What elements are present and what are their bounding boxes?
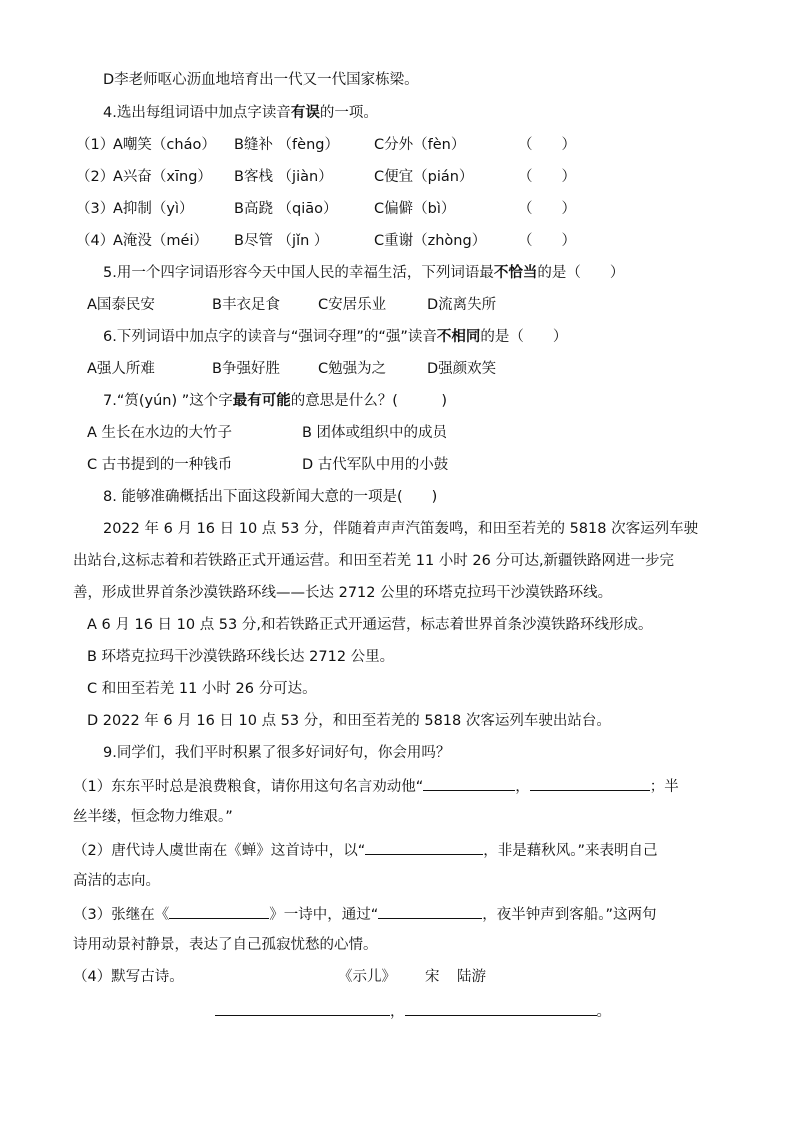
q4-option-a: A淹没（méi）: [113, 233, 208, 249]
poem-dynasty: 宋: [425, 969, 440, 985]
q3-option-d: D李老师呕心沥血地培育出一代又一代国家栋梁。: [103, 72, 419, 88]
q8-stem: 8. 能够准确概括出下面这段新闻大意的一项是( ): [103, 489, 438, 505]
q6-stem: [103, 326, 567, 348]
answer-blank[interactable]: [423, 774, 515, 791]
q4-option-a: A嘲笑（cháo）: [113, 137, 216, 153]
q4-option-c: C偏僻（bì）: [374, 201, 456, 217]
q7-stem-emphasis: 最有可能: [232, 393, 291, 409]
q5-stem-text: 5.用一个四字词语形容今天中国人民的幸福生活，下列词语最: [103, 265, 494, 281]
q4-option-a: A抑制（yì）: [113, 201, 194, 217]
q4-stem-tail: 的一项。: [319, 105, 378, 121]
q9-sub3-tail: ，夜半钟声到客船。”这两句: [482, 907, 657, 923]
answer-blank[interactable]: [405, 999, 597, 1016]
q9-sub1-line: [73, 774, 679, 798]
q4-answer-paren: （ ）: [518, 137, 576, 153]
q4-option-b: B尽管 （jǐn ）: [234, 233, 329, 249]
q4-row-number: （4）: [76, 233, 115, 249]
q4-option-c: C重谢（zhòng）: [374, 233, 487, 249]
q4-option-c: C分外（fèn）: [374, 137, 466, 153]
q9-sub3-text: （3）张继在《: [73, 907, 170, 923]
q4-option-a: A兴奋（xīng）: [113, 169, 212, 185]
q8-option-b: B 环塔克拉玛干沙漠铁路环线长达 2712 公里。: [87, 649, 395, 665]
q7-option-c: C 古书提到的一种钱币: [87, 457, 233, 473]
poem-title: 《示儿》: [338, 969, 396, 985]
q4-stem: [103, 102, 378, 124]
q9-sub2-line: [73, 838, 658, 862]
q4-option-c: C便宜（pián）: [374, 169, 474, 185]
q9-sub1-text: （1）东东平时总是浪费粮食，请你用这句名言劝动他“: [73, 779, 424, 795]
q5-option-b: B丰衣足食: [212, 297, 280, 313]
poem-comma: ，: [390, 1004, 405, 1020]
q9-sub4-answer-line: [215, 999, 611, 1023]
answer-blank[interactable]: [365, 838, 483, 855]
q6-option-d: D强颜欢笑: [427, 361, 497, 377]
q4-row-number: （1）: [76, 137, 115, 153]
q6-option-a: A强人所难: [87, 361, 155, 377]
q7-option-a: A 生长在水边的大竹子: [87, 425, 233, 441]
answer-blank[interactable]: [378, 902, 482, 919]
q6-option-c: C勉强为之: [318, 361, 387, 377]
q4-row-number: （2）: [76, 169, 115, 185]
q7-stem: [103, 390, 447, 412]
q4-stem-text: 4.选出每组词语中加点字读音: [103, 105, 291, 121]
q6-stem-emphasis: 不相同: [436, 329, 481, 345]
q5-option-a: A国泰民安: [87, 297, 155, 313]
q9-sub1-continuation: 丝半缕，恒念物力维艰。”: [73, 809, 233, 825]
q4-answer-paren: （ ）: [518, 169, 576, 185]
q5-stem-emphasis: 不恰当: [493, 265, 538, 281]
q4-option-b: B缝补 （fèng）: [234, 137, 339, 153]
q8-passage-line: 出站台,这标志着和若铁路正式开通运营。和田至若羌 11 小时 26 分可达,新疆铁路网进一步完: [73, 553, 675, 569]
q5-stem-tail: 的是（ ）: [537, 265, 625, 281]
q9-sub2-continuation: 高洁的志向。: [73, 873, 160, 889]
q4-stem-emphasis: 有误: [290, 105, 320, 121]
answer-blank[interactable]: [215, 999, 390, 1016]
q8-option-a: A 6 月 16 日 10 点 53 分,和若铁路正式开通运营，标志着世界首条沙漠铁路环线形成。: [87, 617, 653, 633]
poem-author: 陆游: [457, 969, 486, 985]
q7-option-d: D 古代军队中用的小鼓: [302, 457, 449, 473]
q8-passage-line: 善，形成世界首条沙漠铁路环线——长达 2712 公里的环塔克拉玛干沙漠铁路环线。: [73, 585, 613, 601]
q5-option-c: C安居乐业: [318, 297, 387, 313]
q7-option-b: B 团体或组织中的成员: [302, 425, 448, 441]
q9-sub3-line: [73, 902, 657, 926]
q6-stem-text: 6.下列词语中加点字的读音与“强词夺理”的“强”读音: [103, 329, 437, 345]
q5-stem: [103, 262, 624, 284]
q4-option-b: B客栈 （jiàn）: [234, 169, 333, 185]
q9-sub1-tail: ；半: [649, 779, 679, 795]
q9-sub1-comma: ，: [515, 779, 530, 795]
q6-option-b: B争强好胜: [212, 361, 280, 377]
q7-stem-text: 7.“筼(yún) ”这个字: [103, 393, 233, 409]
q9-sub3-mid: 》一诗中，通过“: [269, 907, 379, 923]
q4-answer-paren: （ ）: [518, 201, 576, 217]
q8-passage-line: 2022 年 6 月 16 日 10 点 53 分，伴随着声声汽笛轰鸣，和田至若羌的 5818 次客运列车驶: [103, 521, 699, 537]
q9-sub2-tail: ，非是藉秋风。”来表明自己: [483, 843, 658, 859]
q9-sub2-text: （2）唐代诗人虞世南在《蝉》这首诗中，以“: [73, 843, 366, 859]
q7-stem-tail: 的意思是什么？( ): [290, 393, 448, 409]
answer-blank[interactable]: [169, 902, 269, 919]
q6-stem-tail: 的是（ ）: [480, 329, 568, 345]
poem-period: 。: [596, 1004, 611, 1020]
q4-row-number: （3）: [76, 201, 115, 217]
q9-sub4-label: （4）默写古诗。: [73, 969, 184, 985]
q4-option-b: B高跷 （qiāo）: [234, 201, 338, 217]
answer-blank[interactable]: [530, 774, 650, 791]
q9-sub3-continuation: 诗用动景衬静景，表达了自己孤寂忧愁的心情。: [73, 937, 378, 953]
q4-answer-paren: （ ）: [518, 233, 576, 249]
q5-option-d: D流离失所: [427, 297, 497, 313]
q8-option-d: D 2022 年 6 月 16 日 10 点 53 分，和田至若羌的 5818 次客运列车驶出站台。: [87, 713, 611, 729]
q9-stem: 9.同学们，我们平时积累了很多好词好句，你会用吗？: [103, 745, 451, 761]
q8-option-c: C 和田至若羌 11 小时 26 分可达。: [87, 681, 317, 697]
